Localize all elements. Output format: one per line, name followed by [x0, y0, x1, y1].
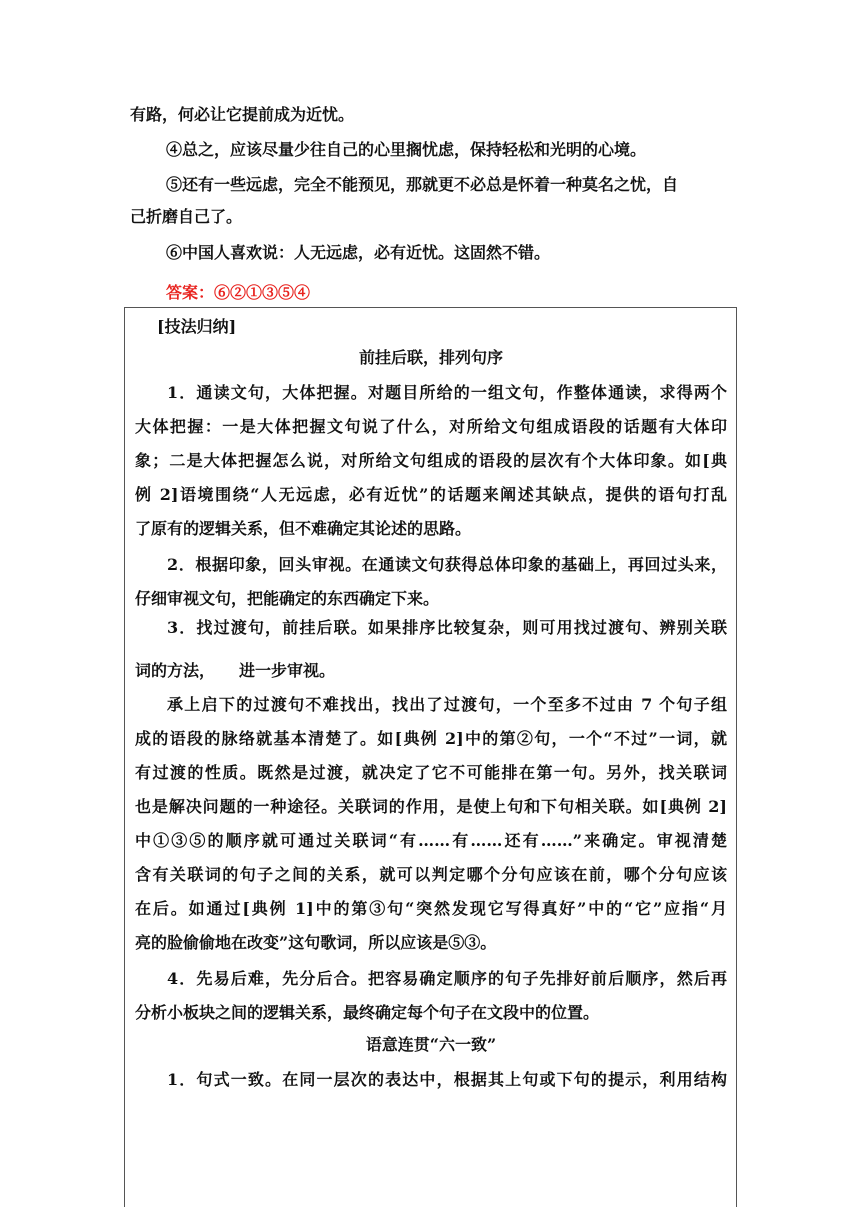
sentence-6: ⑥中国人喜欢说：人无远虑，必有近忧。这固然不错。 — [166, 243, 551, 262]
p4-line: 也是解决问题的一种途径。关联词的作用，是使上句和下句相关联。如[典例 2] — [135, 797, 727, 816]
sentence-4: ④总之，应该尽量少往自己的心里搁忧虑，保持轻松和光明的心境。 — [166, 140, 647, 159]
answer-value: ⑥②①③⑤④ — [214, 283, 311, 302]
answer — [166, 276, 310, 310]
section-tag: [技法归纳] — [157, 317, 237, 336]
p4-line: 在后。如通过[典例 1]中的第③句“突然发现它写得真好”中的“它”应指“月 — [135, 899, 727, 918]
p1-line: 了原有的逻辑关系，但不难确定其论述的思路。 — [135, 519, 472, 538]
p1-line: 例 2]语境围绕“人无远虑，必有近忧”的话题来阐述其缺点，提供的语句打乱 — [135, 485, 727, 504]
p3-line: 词的方法， 进一步审视。 — [135, 661, 336, 680]
technique-box — [124, 307, 737, 1207]
p4-line: 亮的脸偷偷地在改变”这句歌词，所以应该是⑤③。 — [135, 933, 497, 952]
answer-label: 答案： — [166, 283, 215, 302]
sentence-5-cont: 己折磨自己了。 — [130, 207, 243, 226]
p4-line: 成的语段的脉络就基本清楚了。如[典例 2]中的第②句，一个“不过”一词，就 — [135, 729, 727, 748]
p5-line: 4．先易后难，先分后合。把容易确定顺序的句子先排好前后顺序，然后再 — [167, 969, 727, 988]
p4-line: 含有关联词的句子之间的关系，就可以判定哪个分句应该在前，哪个分句应该 — [135, 865, 727, 884]
p3-line: 3．找过渡句，前挂后联。如果排序比较复杂，则可用找过渡句、辨别关联 — [167, 618, 727, 637]
heading-2: 语意连贯“六一致” — [365, 1035, 497, 1054]
text-line: 有路，何必让它提前成为近忧。 — [130, 105, 355, 124]
p1-line: 1．通读文句，大体把握。对题目所给的一组文句，作整体通读，求得两个 — [167, 383, 727, 402]
p5-line: 分析小板块之间的逻辑关系，最终确定每个句子在文段中的位置。 — [135, 1003, 600, 1022]
p4-line: 中①③⑤的顺序就可通过关联词“有……有……还有……”来确定。审视清楚 — [135, 831, 727, 850]
sentence-5: ⑤还有一些远虑，完全不能预见，那就更不必总是怀着一种莫名之忧，自 — [166, 175, 679, 194]
p6-line: 1．句式一致。在同一层次的表达中，根据其上句或下句的提示，利用结构 — [167, 1070, 727, 1089]
p2-line: 仔细审视文句，把能确定的东西确定下来。 — [135, 589, 440, 608]
p1-line: 象；二是大体把握怎么说，对所给文句组成的语段的层次有个大体印象。如[典 — [135, 451, 727, 470]
p4-line: 承上启下的过渡句不难找出，找出了过渡句，一个至多不过由 7 个句子组 — [167, 695, 727, 714]
p2-line: 2．根据印象，回头审视。在通读文句获得总体印象的基础上，再回过头来， — [167, 555, 727, 574]
p4-line: 有过渡的性质。既然是过渡，就决定了它不可能排在第一句。另外，找关联词 — [135, 763, 727, 782]
heading-1: 前挂后联，排列句序 — [358, 348, 503, 367]
p1-line: 大体把握：一是大体把握文句说了什么，对所给文句组成语段的话题有大体印 — [135, 417, 727, 436]
